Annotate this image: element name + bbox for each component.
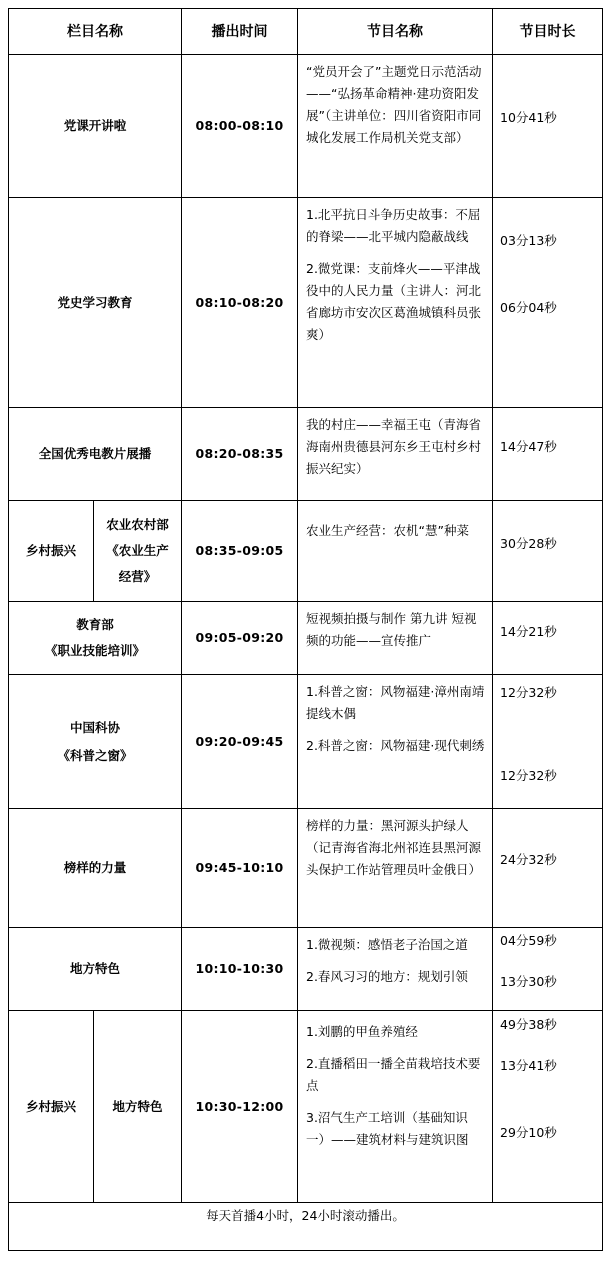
table-row-column [9,408,181,500]
duration-value: 12分32秒 [500,685,557,700]
column-name: 全国优秀电教片展播 [38,446,152,461]
program-item: “党员开会了”主题党日示范活动——“弘扬革命精神·建功资阳发展”（主讲单位：四川省资阳市同城化发展工作局机关党支部） [306,64,482,145]
program-item: 2.春风习习的地方：规划引领 [306,969,468,984]
table-row-program [298,675,492,808]
program-item: 1.微视频：感悟老子治国之道 [306,937,468,952]
column-name: 乡村振兴 [25,543,76,558]
table-row-column [9,55,181,197]
table-row-program [298,501,492,601]
table-row-column [9,602,181,674]
table-row-time: 10:10-10:30 [195,961,284,976]
table-row-time: 08:20-08:35 [195,446,284,461]
table-row-time: 08:00-08:10 [195,118,284,133]
table-row-column [9,198,181,407]
column-name: 榜样的力量 [63,860,127,875]
table-row-time: 10:30-12:00 [195,1098,284,1114]
table-border-bottom [8,1250,603,1251]
column-name-line: 教育部 [76,617,114,632]
sub-column-line: 经营》 [118,569,157,584]
table-row-time: 08:35-09:05 [195,543,284,558]
program-item: 1.科普之窗：风物福建·漳州南靖提线木偶 [306,684,485,721]
column-name-line: 《科普之窗》 [57,747,133,763]
program-item: 1.刘鹏的甲鱼养殖经 [306,1024,418,1039]
table-row-column [9,1011,93,1202]
duration-value: 14分47秒 [500,439,557,454]
duration-value: 06分04秒 [500,300,557,315]
duration-value: 03分13秒 [500,233,557,248]
program-item: 3.沼气生产工培训（基础知识一）——建筑材料与建筑识图 [306,1110,469,1147]
column-name-line: 《职业技能培训》 [44,643,145,658]
header-program-name: 节目名称 [367,23,423,40]
table-row-program [298,55,492,197]
table-row-time: 09:20-09:45 [195,733,284,749]
table-row-sub-column [94,1011,181,1202]
sub-column-name: 地方特色 [112,1098,163,1114]
column-name: 党课开讲啦 [63,118,127,133]
table-row-program [298,602,492,674]
column-name: 乡村振兴 [25,1098,76,1114]
program-item: 短视频拍摄与制作 第九讲 短视频的功能——宣传推广 [306,611,477,648]
table-row-program [298,408,492,500]
table-row-sub-column [94,501,181,601]
table-border-right [602,8,603,1251]
sub-column-line: 《农业生产 [106,543,169,558]
column-name: 党史学习教育 [57,294,133,310]
program-item: 2.科普之窗：风物福建·现代刺绣 [306,738,485,753]
table-row-column [9,928,181,1010]
program-item: 2.微党课：支前烽火——平津战役中的人民力量（主讲人：河北省廊坊市安次区葛渔城镇科员张爽） [306,261,482,342]
footer-note: 每天首播4小时，24小时滚动播出。 [206,1208,405,1223]
header-broadcast-time: 播出时间 [211,23,268,40]
sub-column-line: 农业农村部 [106,517,169,532]
table-row-program [298,198,492,407]
duration-value: 30分28秒 [500,536,557,551]
program-item: 农业生产经营：农机“慧”种菜 [306,523,469,538]
duration-value: 10分41秒 [500,110,557,125]
duration-value: 49分38秒 [500,1017,557,1032]
duration-value: 13分41秒 [500,1058,557,1073]
col-divider [492,8,493,1202]
table-row-column [9,501,93,601]
table-row-time: 08:10-08:20 [195,294,284,310]
table-row-column [9,675,181,808]
program-item: 2.直播稻田一播全苗栽培技术要点 [306,1056,481,1093]
column-name-line: 中国科协 [69,719,120,735]
table-row-time: 09:05-09:20 [195,630,284,645]
table-row-column [9,809,181,927]
table-row-time: 09:45-10:10 [195,860,284,875]
header-column-name: 栏目名称 [67,23,123,40]
duration-value: 14分21秒 [500,624,557,639]
table-row-program [298,928,492,1010]
program-item: 榜样的力量：黑河源头护绿人（记青海省海北州祁连县黑河源头保护工作站管理员叶金俄日） [306,818,482,877]
table-row-program [298,809,492,927]
column-name: 地方特色 [69,961,120,976]
program-item: 我的村庄——幸福王屯（青海省海南州贵德县河东乡王屯村乡村振兴纪实） [306,417,482,476]
table-row-program [298,1011,492,1202]
duration-value: 04分59秒 [500,933,557,948]
header-duration: 节目时长 [519,23,576,40]
program-item: 1.北平抗日斗争历史故事：不屈的脊梁——北平城内隐蔽战线 [306,207,481,244]
duration-value: 12分32秒 [500,768,557,783]
duration-value: 29分10秒 [500,1125,557,1140]
duration-value: 24分32秒 [500,852,557,867]
row-divider [8,1202,603,1203]
duration-value: 13分30秒 [500,974,557,989]
